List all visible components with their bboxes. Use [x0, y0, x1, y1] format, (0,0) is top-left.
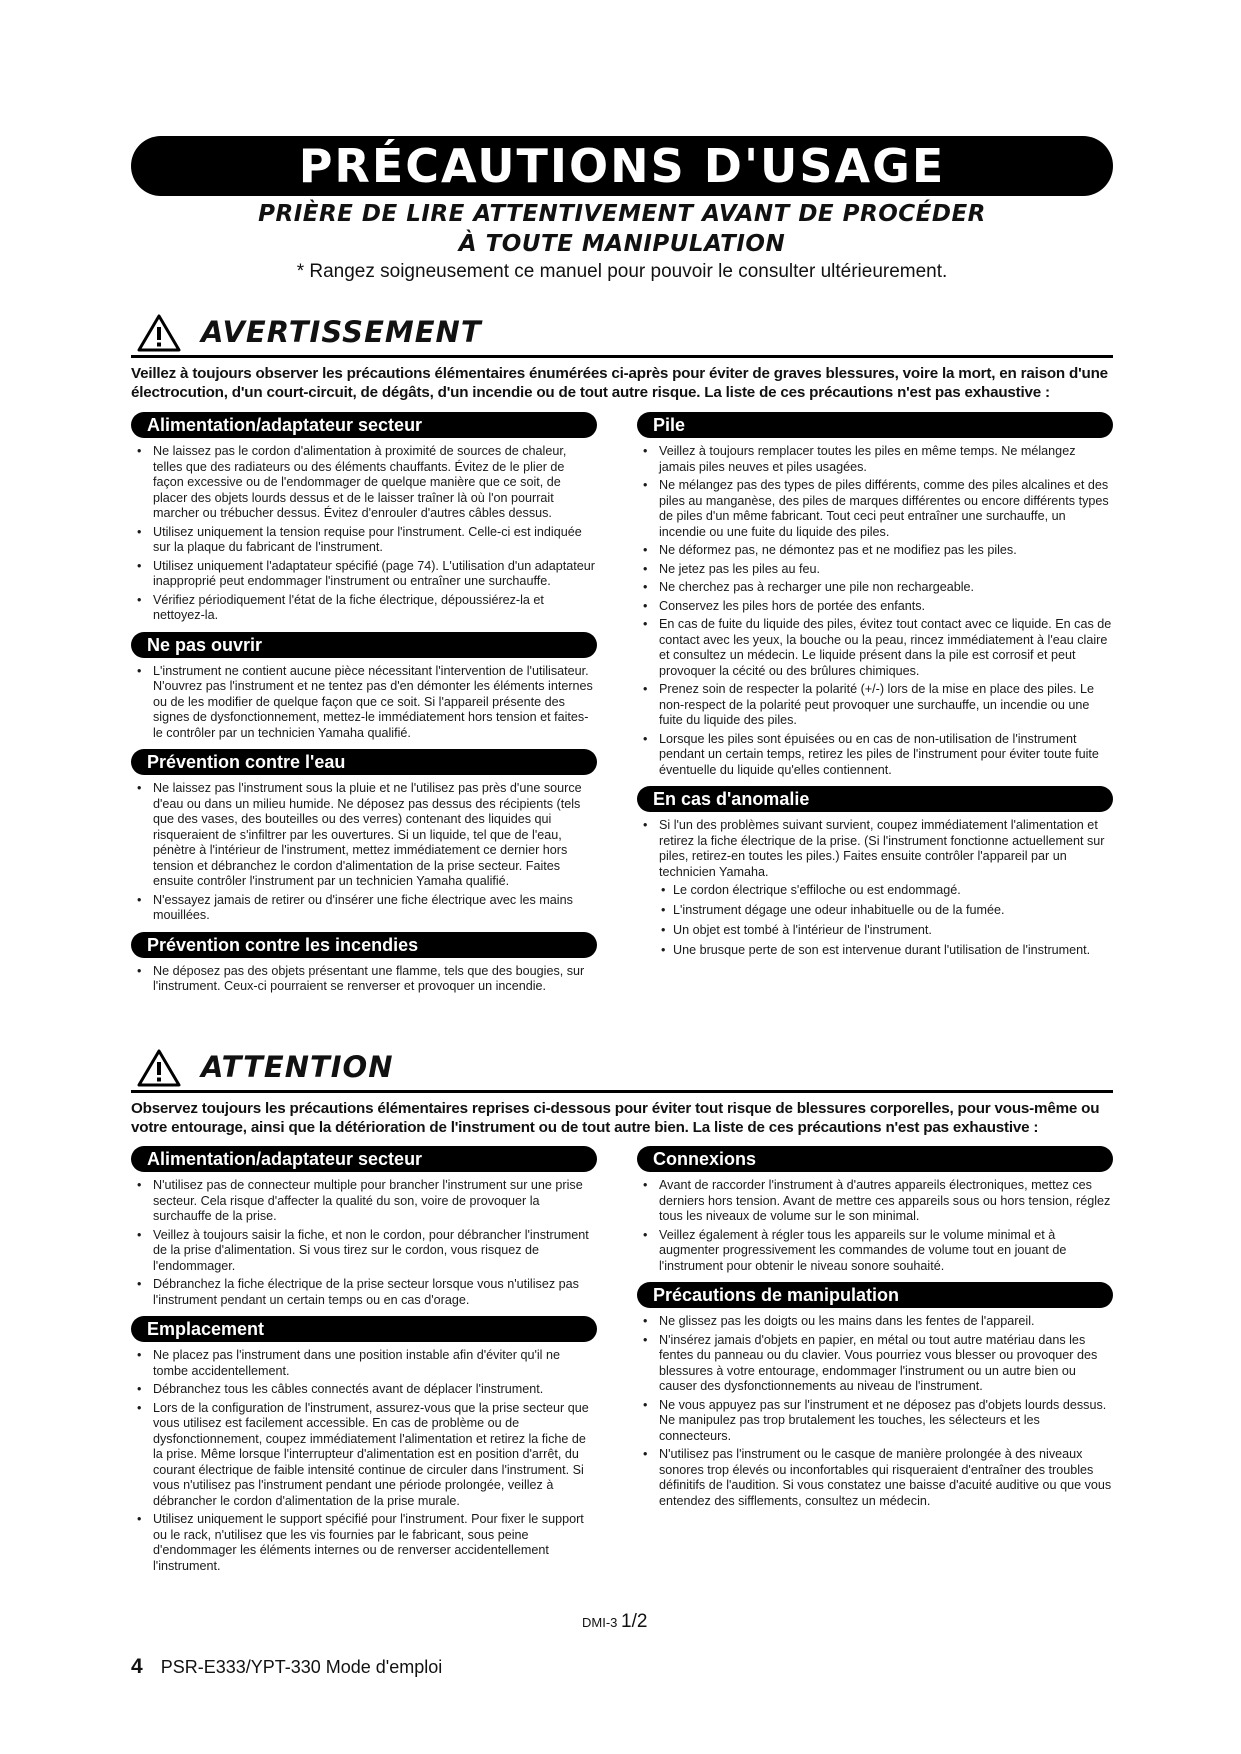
precaution-text: Ne jetez pas les piles au feu. [659, 561, 821, 576]
precaution-text: Débranchez la fiche électrique de la prise secteur lorsque vous n'utilisez pas l'instrument pendant un certain temps ou en cas d'orage. [153, 1277, 579, 1307]
page-footer [131, 1655, 442, 1679]
precaution-text: Utilisez uniquement l'adaptateur spécifié (page 74). L'utilisation d'un adaptateur inapproprié peut endommager l'instrument ou entraîner une surchauffe. [153, 558, 595, 588]
precaution-item [131, 1348, 597, 1379]
precaution-text: Ne mélangez pas des types de piles différents, comme des piles alcalines et des piles au manganèse, des piles de marques différentes ou encore différents types de piles d'un même fabricant. Tout ceci peut entraîner une surchauffe, un incendie ou une fuite du liquide des piles. [659, 478, 1109, 539]
precaution-text: Veillez à toujours remplacer toutes les piles en même temps. Ne mélangez jamais piles neuves et piles usagées. [659, 444, 1076, 474]
subtitle-line-2: À TOUTE MANIPULATION [458, 231, 786, 257]
warning-left-column [131, 412, 597, 1003]
precaution-list [131, 444, 597, 624]
precaution-item [131, 1512, 597, 1574]
precaution-text: Utilisez uniquement le support spécifié pour l'instrument. Pour fixer le support ou le rack, n'utilisez que les vis fournies par le fabricant, sous peine d'endommager les éléments internes ou de renverser accidentellement l'instrument. [153, 1512, 584, 1573]
precaution-item [131, 1277, 597, 1308]
section-heading-alimentation-adaptateur-secteur: Alimentation/adaptateur secteur [131, 1146, 597, 1172]
precaution-text: Utilisez uniquement la tension requise pour l'instrument. Celle-ci est indiquée sur la plaque du fabricant de l'instrument. [153, 524, 582, 554]
precaution-text: L'instrument ne contient aucune pièce nécessitant l'intervention de l'utilisateur. N'ouvrez pas l'instrument et ne tentez pas d'en démonter les éléments internes ou de les modifier de quelque façon que ce soit. Si l'appareil présente des signes de dysfonctionnement, mettez-le immédiatement hors tension et faites-le contrôler par un technicien Yamaha qualifié. [153, 663, 593, 740]
precaution-text: Veillez également à régler tous les appareils sur le volume minimal et à augmenter progressivement les commandes de volume tout en jouant de l'instrument pour obtenir le niveau sonore souhaité. [659, 1227, 1067, 1273]
symptom-item: • L'instrument dégage une odeur inhabituelle ou de la fumée. [659, 902, 1113, 919]
precaution-list [131, 1178, 597, 1308]
precaution-item [637, 1178, 1113, 1225]
section-heading-emplacement: Emplacement [131, 1316, 597, 1342]
precaution-item [637, 1447, 1113, 1509]
precaution-text: Ne déposez pas des objets présentant une flamme, tels que des bougies, sur l'instrument. Ceux-ci pourraient se renverser et provoquer un incendie. [153, 963, 585, 993]
section-heading-pile: Pile [637, 412, 1113, 438]
page-title: PRÉCAUTIONS D'USAGE [131, 136, 1113, 196]
caution-section-header [131, 1048, 1113, 1093]
section-heading-prevention-contre-l-eau: Prévention contre l'eau [131, 749, 597, 775]
symptom-list [659, 882, 1113, 959]
precaution-item [637, 732, 1113, 779]
caution-left-column [131, 1146, 597, 1582]
precaution-item [637, 1333, 1113, 1395]
warning-section-header [131, 313, 1113, 358]
precaution-item [131, 1178, 597, 1225]
precaution-item [131, 664, 597, 742]
warning-right-column [637, 412, 1113, 967]
precaution-text: En cas de fuite du liquide des piles, évitez tout contact avec ce liquide. En cas de contact avec les yeux, la bouche ou la peau, rincez immédiatement à l'eau claire et consultez un médecin. Le liquide présent dans la pile est corrosif et peut provoquer la cécité ou des brûlures chimiques. [659, 617, 1112, 678]
precaution-text: N'utilisez pas l'instrument ou le casque de manière prolongée à des niveaux sonores trop élevés ou inconfortables qui risqueraient d'entraîner des troubles définitifs de l'audition. Si vous constatez une baisse d'acuité auditive ou que vous entendez des sifflements, consultez un médecin. [659, 1447, 1112, 1508]
precaution-text: Ne laissez pas l'instrument sous la pluie et ne l'utilisez pas près d'une source d'eau ou dans un milieu humide. Ne déposez pas dessus des récipients (tels que des vases, des bouteilles ou des verres) contenant des liquides qui risqueraient de s'infiltrer par les ouvertures. Si un liquide, tel que de l'eau, pénètre à l'intérieur de l'instrument, mettez immédiatement ce dernier hors tension et débranchez le cordon d'alimentation de la prise secteur. Faites ensuite contrôler l'instrument par un technicien Yamaha qualifié. [153, 781, 582, 888]
precaution-text: Débranchez tous les câbles connectés avant de déplacer l'instrument. [153, 1382, 544, 1396]
precaution-item [131, 964, 597, 995]
caution-triangle-icon [136, 1048, 182, 1088]
precaution-text: Lorsque les piles sont épuisées ou en cas de non-utilisation de l'instrument pendant un certain temps, retirez les piles de l'instrument pour éviter toute fuite éventuelle du liquide qu'elles contiennent. [659, 731, 1099, 777]
precaution-item [131, 1382, 597, 1398]
precaution-item [637, 818, 1113, 959]
section-heading-ne-pas-ouvrir: Ne pas ouvrir [131, 632, 597, 658]
symptom-item: • Un objet est tombé à l'intérieur de l'instrument. [659, 922, 1113, 939]
section-heading-en-cas-d-anomalie: En cas d'anomalie [637, 786, 1113, 812]
precaution-text: Ne déformez pas, ne démontez pas et ne modifiez pas les piles. [659, 543, 1017, 557]
precaution-list [131, 664, 597, 742]
precaution-text: Si l'un des problèmes suivant survient, coupez immédiatement l'alimentation et retirez la fiche électrique de la prise. (Si l'instrument fonctionne actuellement sur piles, retirez-en toutes les piles.) Faites ensuite contrôler l'appareil par un technicien Yamaha. [659, 818, 1105, 879]
precaution-item [131, 1228, 597, 1275]
precaution-item [637, 478, 1113, 540]
precaution-list [131, 1348, 597, 1574]
precaution-item [637, 562, 1113, 578]
precaution-list [637, 444, 1113, 778]
precaution-text: Lors de la configuration de l'instrument, assurez-vous que la prise secteur que vous utilisez est facilement accessible. En cas de problème ou de dysfonctionnement, coupez immédiatement l'alimentation et retirez la fiche de la prise. Même lorsque l'interrupteur d'alimentation est en position d'arrêt, du courant électrique de faible intensité continue de circuler dans l'instrument. Si vous n'utilisez pas l'instrument pendant une période prolongée, veillez à débrancher le cordon d'alimentation de la prise murale. [153, 1400, 589, 1508]
precaution-item [637, 682, 1113, 729]
keep-manual-note: * Rangez soigneusement ce manuel pour pouvoir le consulter ultérieurement. [296, 261, 948, 282]
warning-intro: Veillez à toujours observer les précautions élémentaires énumérées ci-après pour éviter de graves blessures, voire la mort, en raison d'une électrocution, d'un court-circuit, de dégâts, d'un incendie ou de tout autre risque. La liste de ces précautions n'est pas exhaustive : [131, 365, 1108, 401]
precaution-item [131, 525, 597, 556]
precaution-text: Veillez à toujours saisir la fiche, et non le cordon, pour débrancher l'instrument de la prise d'alimentation. Si vous tirez sur le cordon, vous risquez de l'endommager. [153, 1227, 589, 1273]
caution-intro: Observez toujours les précautions élémentaires reprises ci-dessous pour éviter tout risque de blessures corporelles, pour vous-même ou votre entourage, ainsi que la détérioration de l'instrument ou de tout autre bien. La liste de ces précautions n'est pas exhaustive : [131, 1100, 1100, 1136]
precaution-text: Ne glissez pas les doigts ou les mains dans les fentes de l'appareil. [659, 1314, 1035, 1328]
precaution-item [637, 1314, 1113, 1330]
page-number: 4 [131, 1655, 143, 1678]
manual-name: PSR-E333/YPT-330 Mode d'emploi [160, 1657, 443, 1677]
precaution-list [637, 1314, 1113, 1509]
precaution-text: Vérifiez périodiquement l'état de la fiche électrique, dépoussiérez-la et nettoyez-la. [153, 592, 544, 622]
precaution-item [637, 599, 1113, 615]
symptom-item: • Le cordon électrique s'effiloche ou est endommagé. [659, 882, 1113, 899]
precaution-text: Ne vous appuyez pas sur l'instrument et ne déposez pas d'objets lourds dessus. Ne manipulez pas trop brutalement les touches, les sélecteurs et les connecteurs. [659, 1397, 1107, 1443]
document-code-small: DMI-3 [582, 1615, 618, 1630]
precaution-item [637, 543, 1113, 559]
precaution-list [637, 818, 1113, 959]
precaution-list [637, 1178, 1113, 1274]
precaution-item [131, 1401, 597, 1510]
precaution-list [131, 781, 597, 924]
document-code [582, 1611, 647, 1633]
precaution-text: Ne cherchez pas à recharger une pile non rechargeable. [659, 580, 975, 594]
section-heading-prevention-contre-les-incendies: Prévention contre les incendies [131, 932, 597, 958]
precaution-text: Conservez les piles hors de portée des enfants. [659, 598, 926, 613]
precaution-item [637, 444, 1113, 475]
precaution-item [637, 1398, 1113, 1445]
precaution-text: Avant de raccorder l'instrument à d'autres appareils électroniques, mettez ces derniers hors tension. Avant de mettre ces appareils sous ou hors tension, réglez tous les niveaux de volume sur le son minimal. [659, 1178, 1111, 1223]
precaution-item [637, 617, 1113, 679]
warning-title: AVERTISSEMENT [201, 315, 482, 349]
precaution-text: Prenez soin de respecter la polarité (+/-) lors de la mise en place des piles. Le non-respect de la polarité peut provoquer une surchauffe, un incendie ou une fuite du liquide des piles. [659, 682, 1095, 727]
precaution-text: N'utilisez pas de connecteur multiple pour brancher l'instrument sur une prise secteur. Cela risque d'affecter la qualité du son, voire de provoquer la surchauffe de la prise. [153, 1178, 583, 1223]
precaution-text: N'insérez jamais d'objets en papier, en métal ou tout autre matériau dans les fentes du panneau ou du clavier. Vous pourriez vous blesser ou provoquer des blessures à votre entourage, endommager l'instrument ou un autre bien ou causer des dysfonctionnements au niveau de l'instrument. [659, 1332, 1098, 1393]
precaution-text: N'essayez jamais de retirer ou d'insérer une fiche électrique avec les mains mouillées. [153, 892, 573, 922]
symptom-item: • Une brusque perte de son est intervenue durant l'utilisation de l'instrument. [659, 942, 1113, 959]
precaution-item [131, 893, 597, 924]
precaution-item [131, 444, 597, 522]
caution-title: ATTENTION [201, 1050, 394, 1084]
precaution-item [131, 593, 597, 624]
precaution-list [131, 964, 597, 995]
caution-right-column [637, 1146, 1113, 1517]
precaution-text: Ne laissez pas le cordon d'alimentation à proximité de sources de chaleur, telles que des radiateurs ou des éléments chauffants. Évitez de le plier de façon excessive ou de l'endommager de quelque manière que ce soit, de placer des objets lourds dessus et de le laisser traîner là où l'on pourrait marcher ou trébucher dessus. Évitez d'enrouler d'autres câbles dessus. [153, 444, 567, 520]
subtitle-line-1: PRIÈRE DE LIRE ATTENTIVEMENT AVANT DE PROCÉDER [258, 201, 986, 227]
precaution-item [637, 1228, 1113, 1275]
precaution-item [131, 559, 597, 590]
precaution-item [637, 580, 1113, 596]
precaution-item [131, 781, 597, 890]
section-heading-precautions-de-manipulation: Précautions de manipulation [637, 1282, 1113, 1308]
section-heading-connexions: Connexions [637, 1146, 1113, 1172]
warning-triangle-icon [136, 313, 182, 353]
section-heading-alimentation-adaptateur-secteur: Alimentation/adaptateur secteur [131, 412, 597, 438]
document-code-page: 1/2 [621, 1611, 648, 1632]
precaution-text: Ne placez pas l'instrument dans une position instable afin d'éviter qu'il ne tombe accidentellement. [153, 1348, 560, 1378]
